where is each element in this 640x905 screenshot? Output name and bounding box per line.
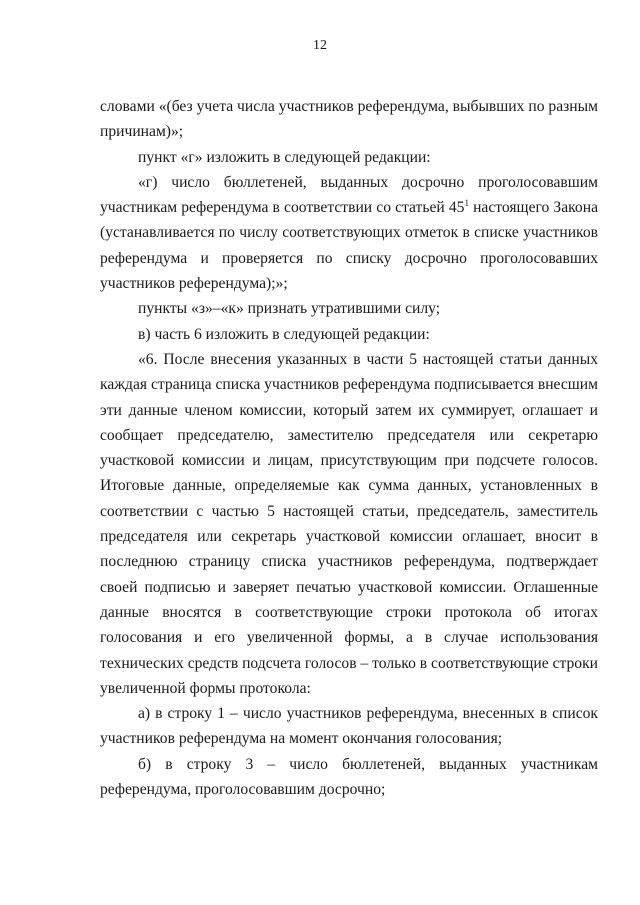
page-number: 12 bbox=[313, 38, 327, 53]
paragraph-5: в) часть 6 изложить в следующей редакции: bbox=[138, 325, 430, 343]
article-superscript: 1 bbox=[464, 198, 469, 208]
paragraph-8: б) в строку 3 – число бюллетеней, выданных участникам референдума, проголосовавшим досрочно; bbox=[100, 755, 598, 799]
paragraph-1: словами «(без учета числа участников референдума, выбывших по разным причинам)»; bbox=[100, 98, 598, 141]
paragraph-3-text-before: «г) число бюллетеней, выданных досрочно проголосовавшим участникам референдума в соответствии со статьей 45 bbox=[100, 173, 598, 217]
document-body bbox=[100, 94, 598, 802]
paragraph-7: а) в строку 1 – число участников референдума, внесенных в список участников референдума на момент окончания голосования; bbox=[100, 705, 598, 748]
paragraph-3 bbox=[100, 170, 598, 296]
paragraph-2: пункт «г» изложить в следующей редакции: bbox=[138, 148, 431, 166]
paragraph-6: «6. После внесения указанных в части 5 настоящей статьи данных каждая страница списка участников референдума подписывается внесшим эти данные членом комиссии, который затем их суммирует, оглашает и сообщает председателю, заместителю председателя или секретарю участковой комиссии и лицам, присутствующим при подсчете голосов. Итоговые данные, определяемые как сумма данных, установленных в соответствии с частью 5 настоящей статьи, председатель, заместитель председателя или секретарь участковой комиссии оглашает, вносит в последнюю страницу списка участников референдума, подтверждает своей подписью и заверяет печатью участковой комиссии. Оглашенные данные вносятся в соответствующие строки протокола об итогах голосования и его увеличенной формы, а в случае использования технических средств подсчета голосов – только в соответствующие строки увеличенной формы протокола: bbox=[100, 350, 598, 697]
paragraph-4: пункты «з»–«к» признать утратившими силу; bbox=[138, 300, 441, 318]
paragraph-3-text-after: настоящего Закона (устанавливается по числу соответствующих отметок в списке участников референдума и проверяется по списку досрочно проголосовавших участников референдума);»; bbox=[100, 199, 598, 293]
